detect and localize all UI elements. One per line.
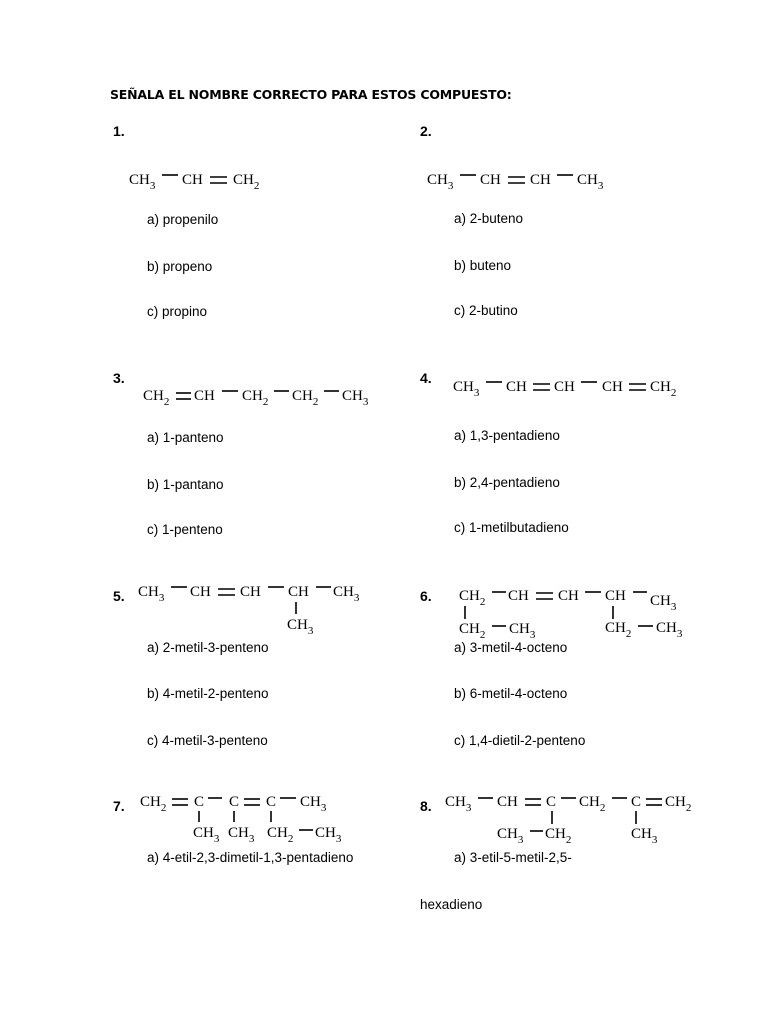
option-4c[interactable]: c) 1-metilbutadieno (454, 520, 569, 535)
svg-text:C: C (266, 794, 277, 810)
svg-text:CH: CH (497, 794, 518, 810)
svg-text:CH: CH (480, 172, 501, 188)
svg-text:CH3: $CH_3$ (138, 584, 165, 604)
formula-3 (143, 388, 369, 408)
svg-text:CH3: $CH_3$ (445, 794, 472, 814)
svg-text:CH2: $CH_2$ (665, 794, 692, 814)
svg-text:CH3: $CH_3$ (577, 172, 604, 192)
svg-text:CH3: $CH_3$ (656, 620, 683, 640)
svg-text:CH3: $CH_3$ (315, 825, 342, 845)
option-3a[interactable]: a) 1-panteno (147, 430, 224, 445)
formula-6 (459, 588, 683, 641)
svg-text:CH2: $CH_2$ (579, 794, 606, 814)
svg-text:CH3: $CH_3$ (333, 584, 360, 604)
svg-text:CH: CH (558, 588, 579, 604)
svg-text:CH3: $CH_3$ (129, 172, 156, 192)
formula-5 (138, 584, 360, 637)
option-1c[interactable]: c) propino (147, 304, 208, 319)
svg-text:C: C (194, 794, 205, 810)
option-3c[interactable]: c) 1-penteno (147, 522, 223, 537)
option-2c[interactable]: c) 2-butino (454, 303, 518, 318)
svg-text:CH3: $CH_3$ (631, 826, 658, 846)
svg-text:CH: CH (288, 584, 309, 600)
svg-text:CH3: $CH_3$ (427, 172, 454, 192)
svg-text:CH2: $CH_2$ (267, 825, 294, 845)
question-number-8: 8. (420, 798, 432, 814)
svg-text:CH: CH (240, 584, 261, 600)
option-6b[interactable]: b) 6-metil-4-octeno (454, 686, 568, 701)
formula-2 (427, 172, 604, 192)
question-number-7: 7. (113, 798, 125, 814)
question-number-5: 5. (113, 588, 125, 604)
option-1b[interactable]: b) propeno (147, 259, 213, 274)
svg-text:CH3: $CH_3$ (287, 617, 314, 637)
question-number-4: 4. (420, 370, 432, 386)
option-4a[interactable]: a) 1,3-pentadieno (454, 428, 560, 443)
svg-text:CH2: $CH_2$ (459, 621, 486, 641)
question-number-1: 1. (113, 123, 125, 139)
svg-text:CH: CH (506, 379, 527, 395)
svg-text:CH2: $CH_2$ (140, 794, 167, 814)
svg-text:CH2: $CH_2$ (605, 620, 632, 640)
svg-text:CH: CH (530, 172, 551, 188)
svg-text:CH: CH (554, 379, 575, 395)
svg-text:CH2: $CH_2$ (292, 388, 319, 408)
formula-4 (453, 379, 676, 399)
svg-text:CH: CH (194, 388, 215, 404)
option-1a[interactable]: a) propenilo (147, 212, 219, 227)
svg-text:CH3: $CH_3$ (228, 825, 255, 845)
svg-text:CH2: $CH_2$ (233, 172, 260, 192)
svg-text:CH2: $CH_2$ (650, 379, 677, 399)
option-3b[interactable]: b) 1-pantano (147, 477, 224, 492)
question-number-3: 3. (113, 370, 125, 386)
svg-text:CH2: $CH_2$ (545, 826, 572, 846)
option-8a-continuation: hexadieno (420, 897, 483, 912)
question-number-6: 6. (420, 588, 432, 604)
svg-text:CH: CH (190, 584, 211, 600)
svg-text:CH: CH (182, 172, 203, 188)
option-5c[interactable]: c) 4-metil-3-penteno (147, 733, 268, 748)
svg-text:CH2: $CH_2$ (459, 588, 486, 608)
formula-7 (140, 794, 342, 845)
svg-text:CH: CH (605, 588, 626, 604)
svg-text:C: C (546, 794, 557, 810)
formula-1 (129, 172, 259, 192)
option-8a[interactable]: a) 3-etil-5-metil-2,5- (454, 850, 572, 865)
svg-text:CH3: $CH_3$ (342, 388, 369, 408)
svg-text:CH2: $CH_2$ (242, 388, 269, 408)
svg-text:C: C (631, 794, 642, 810)
svg-text:CH3: $CH_3$ (650, 593, 677, 613)
option-6a[interactable]: a) 3-metil-4-octeno (454, 640, 568, 655)
option-6c[interactable]: c) 1,4-dietil-2-penteno (454, 733, 586, 748)
question-number-2: 2. (420, 123, 432, 139)
svg-text:CH3: $CH_3$ (497, 826, 524, 846)
page-title: SEÑALA EL NOMBRE CORRECTO PARA ESTOS COMPUESTO: (110, 87, 512, 102)
svg-text:CH: CH (602, 379, 623, 395)
svg-text:CH3: $CH_3$ (300, 794, 327, 814)
option-5a[interactable]: a) 2-metil-3-penteno (147, 640, 269, 655)
option-2b[interactable]: b) buteno (454, 258, 512, 273)
option-5b[interactable]: b) 4-metil-2-penteno (147, 686, 269, 701)
option-2a[interactable]: a) 2-buteno (454, 211, 524, 226)
svg-text:CH3: $CH_3$ (509, 621, 536, 641)
option-7a[interactable]: a) 4-etil-2,3-dimetil-1,3-pentadieno (147, 850, 354, 865)
svg-text:C: C (229, 794, 240, 810)
svg-text:CH3: $CH_3$ (193, 825, 220, 845)
option-4b[interactable]: b) 2,4-pentadieno (454, 475, 560, 490)
svg-text:CH2: $CH_2$ (143, 388, 170, 408)
formula-8 (445, 794, 691, 846)
svg-text:CH: CH (508, 588, 529, 604)
svg-text:CH3: $CH_3$ (453, 379, 480, 399)
